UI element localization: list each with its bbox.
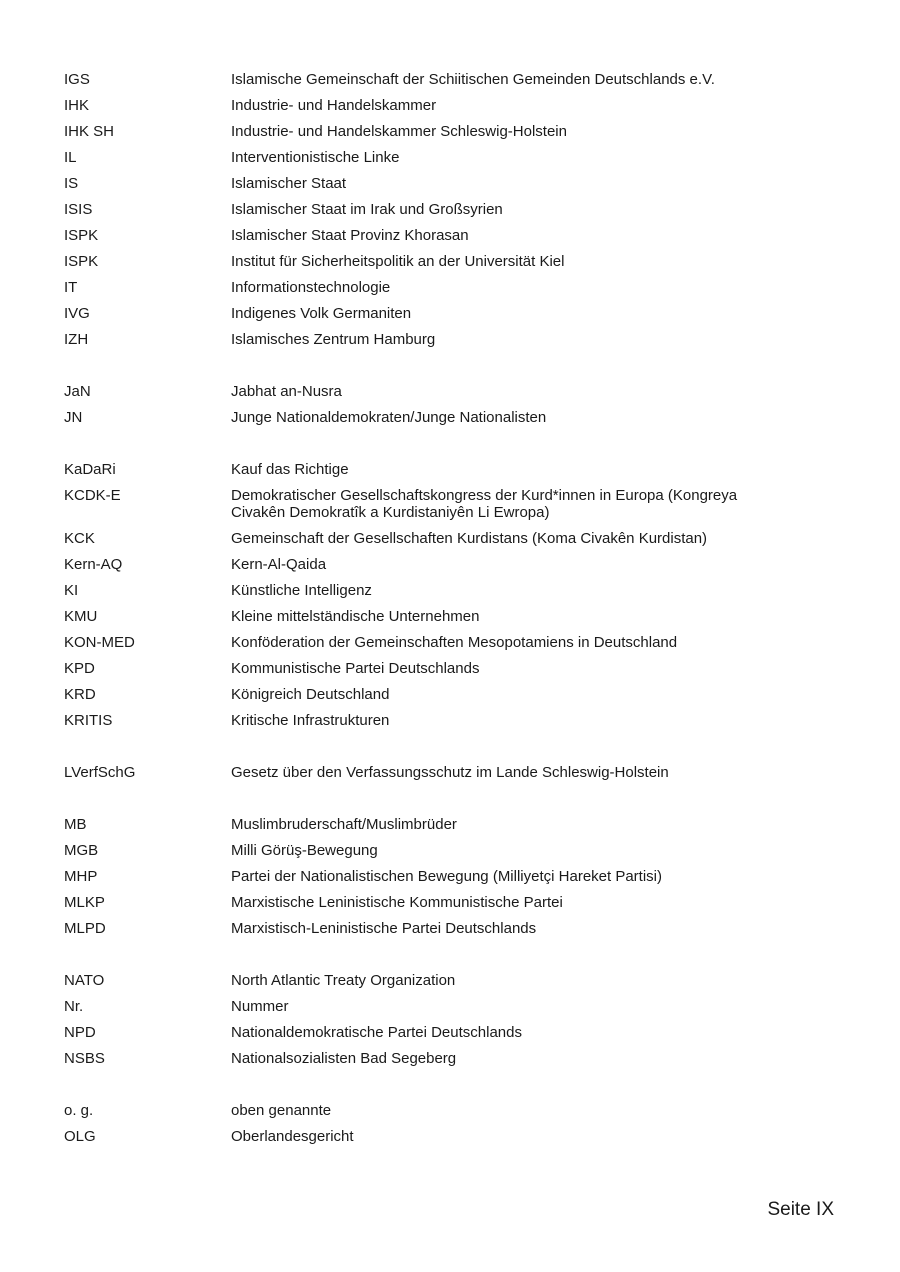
abbreviation-definition: Gemeinschaft der Gesellschaften Kurdistans (Koma Civakên Kurdistan) (231, 530, 708, 547)
abbreviation-term: KI (64, 582, 79, 599)
abbreviation-definition: Indigenes Volk Germaniten (231, 305, 412, 322)
abbreviation-definition: Kern-Al-Qaida (231, 556, 327, 573)
abbreviation-entry (64, 327, 844, 353)
abbreviation-entry (64, 119, 844, 145)
abbreviation-definition: Kauf das Richtige (231, 461, 349, 478)
abbreviation-definition: Marxistisch-Leninistische Partei Deutschlands (231, 920, 537, 937)
abbreviation-entry (64, 275, 844, 301)
abbreviation-group (64, 457, 844, 734)
abbreviation-definition: Industrie- und Handelskammer Schleswig-Holstein (231, 123, 567, 140)
abbreviation-definition: Oberlandesgericht (231, 1128, 354, 1145)
abbreviation-term: MB (64, 816, 87, 833)
abbreviation-definition: Junge Nationaldemokraten/Junge Nationalisten (231, 409, 547, 426)
abbreviation-group (64, 67, 844, 353)
abbreviation-definition: Kleine mittelständische Unternehmen (231, 608, 480, 625)
abbreviation-term: Nr. (64, 998, 84, 1015)
abbreviation-group (64, 812, 844, 942)
abbreviation-term: NSBS (64, 1050, 105, 1067)
abbreviation-definition: Gesetz über den Verfassungsschutz im Lande Schleswig-Holstein (231, 764, 669, 781)
abbreviation-entry (64, 916, 844, 942)
abbreviation-entry (64, 812, 844, 838)
abbreviation-group (64, 968, 844, 1072)
abbreviation-entry (64, 197, 844, 223)
abbreviation-definition: Muslimbruderschaft/Muslimbrüder (231, 816, 457, 833)
abbreviation-definition: Nummer (231, 998, 289, 1015)
abbreviation-definition: Kritische Infrastrukturen (231, 712, 390, 729)
abbreviation-entry (64, 1046, 844, 1072)
abbreviation-term: IT (64, 279, 78, 296)
abbreviation-term: KCK (64, 530, 95, 547)
abbreviation-entry (64, 890, 844, 916)
abbreviation-term: IGS (64, 71, 90, 88)
abbreviation-definition: Nationaldemokratische Partei Deutschlands (231, 1024, 522, 1041)
abbreviation-definition: Künstliche Intelligenz (231, 582, 372, 599)
abbreviation-definition: oben genannte (231, 1102, 332, 1119)
abbreviation-entry (64, 379, 844, 405)
abbreviation-definition: Jabhat an-Nusra (231, 383, 342, 400)
abbreviation-term: IHK (64, 97, 90, 114)
abbreviation-definition: Nationalsozialisten Bad Segeberg (231, 1050, 457, 1067)
abbreviation-entry (64, 708, 844, 734)
abbreviation-definition: Islamisches Zentrum Hamburg (231, 331, 436, 348)
abbreviation-entry (64, 864, 844, 890)
abbreviation-term: OLG (64, 1128, 96, 1145)
abbreviation-definition: Institut für Sicherheitspolitik an der Universität Kiel (231, 253, 565, 270)
abbreviation-entry (64, 526, 844, 552)
abbreviation-definition: Königreich Deutschland (231, 686, 390, 703)
abbreviation-term: IVG (64, 305, 90, 322)
abbreviation-term: MGB (64, 842, 99, 859)
abbreviation-entry (64, 760, 844, 786)
abbreviation-entry (64, 301, 844, 327)
abbreviation-term: Kern-AQ (64, 556, 123, 573)
abbreviation-definition: Milli Görüş-Bewegung (231, 842, 378, 859)
abbreviation-definition: Interventionistische Linke (231, 149, 400, 166)
abbreviation-definition: Islamischer Staat (231, 175, 347, 192)
abbreviation-definition: Islamische Gemeinschaft der Schiitischen Gemeinden Deutschlands e.V. (231, 71, 715, 88)
abbreviation-entry (64, 682, 844, 708)
abbreviation-term: NPD (64, 1024, 96, 1041)
page-number: Seite IX (767, 1199, 834, 1220)
abbreviation-term: IS (64, 175, 79, 192)
abbreviation-definition: Marxistische Leninistische Kommunistische Partei (231, 894, 563, 911)
abbreviation-entry (64, 968, 844, 994)
abbreviation-entry (64, 630, 844, 656)
abbreviation-entry (64, 145, 844, 171)
abbreviation-entry (64, 405, 844, 431)
abbreviation-term: IZH (64, 331, 89, 348)
abbreviation-definition: Kommunistische Partei Deutschlands (231, 660, 480, 677)
abbreviation-entry (64, 604, 844, 630)
abbreviation-term: MLKP (64, 894, 105, 911)
abbreviation-term: NATO (64, 972, 105, 989)
abbreviation-term: KaDaRi (64, 461, 116, 478)
abbreviation-entry (64, 249, 844, 275)
abbreviation-term: KMU (64, 608, 98, 625)
abbreviation-group (64, 379, 844, 431)
abbreviation-entry (64, 67, 844, 93)
abbreviation-entry (64, 994, 844, 1020)
abbreviation-term: KPD (64, 660, 95, 677)
abbreviation-entry (64, 483, 844, 526)
abbreviation-term: IL (64, 149, 77, 166)
abbreviation-term: JaN (64, 383, 91, 400)
abbreviation-entry (64, 171, 844, 197)
abbreviation-term: MLPD (64, 920, 106, 937)
abbreviation-term: LVerfSchG (64, 764, 136, 781)
abbreviation-term: o. g. (64, 1102, 94, 1119)
abbreviation-definition: North Atlantic Treaty Organization (231, 972, 456, 989)
abbreviation-term: KCDK-E (64, 487, 121, 504)
abbreviation-list (64, 67, 844, 1150)
abbreviation-term: KRD (64, 686, 96, 703)
abbreviation-entry (64, 1124, 844, 1150)
abbreviation-entry (64, 552, 844, 578)
abbreviation-entry (64, 578, 844, 604)
abbreviation-entry (64, 1098, 844, 1124)
abbreviation-group (64, 1098, 844, 1150)
abbreviation-term: JN (64, 409, 83, 426)
abbreviation-term: KON-MED (64, 634, 135, 651)
abbreviation-entry (64, 656, 844, 682)
abbreviation-term: KRITIS (64, 712, 113, 729)
abbreviation-definition: Industrie- und Handelskammer (231, 97, 437, 114)
abbreviation-term: ISPK (64, 227, 99, 244)
abbreviation-term: ISIS (64, 201, 93, 218)
abbreviation-group (64, 760, 844, 786)
abbreviation-definition: Demokratischer Gesellschaftskongress der Kurd*innen in Europa (Kongreya Civakên Demokratîk a Kurdistaniyên Li Ewropa) (231, 487, 738, 521)
abbreviation-definition: Islamischer Staat im Irak und Großsyrien (231, 201, 503, 218)
abbreviation-entry (64, 457, 844, 483)
abbreviation-entry (64, 223, 844, 249)
abbreviation-entry (64, 1020, 844, 1046)
abbreviation-term: MHP (64, 868, 98, 885)
abbreviation-definition: Partei der Nationalistischen Bewegung (Milliyetçi Hareket Partisi) (231, 868, 663, 885)
abbreviation-entry (64, 93, 844, 119)
abbreviation-definition: Informationstechnologie (231, 279, 391, 296)
abbreviation-definition: Konföderation der Gemeinschaften Mesopotamiens in Deutschland (231, 634, 678, 651)
abbreviation-term: IHK SH (64, 123, 115, 140)
abbreviation-entry (64, 838, 844, 864)
abbreviation-definition: Islamischer Staat Provinz Khorasan (231, 227, 469, 244)
abbreviation-term: ISPK (64, 253, 99, 270)
